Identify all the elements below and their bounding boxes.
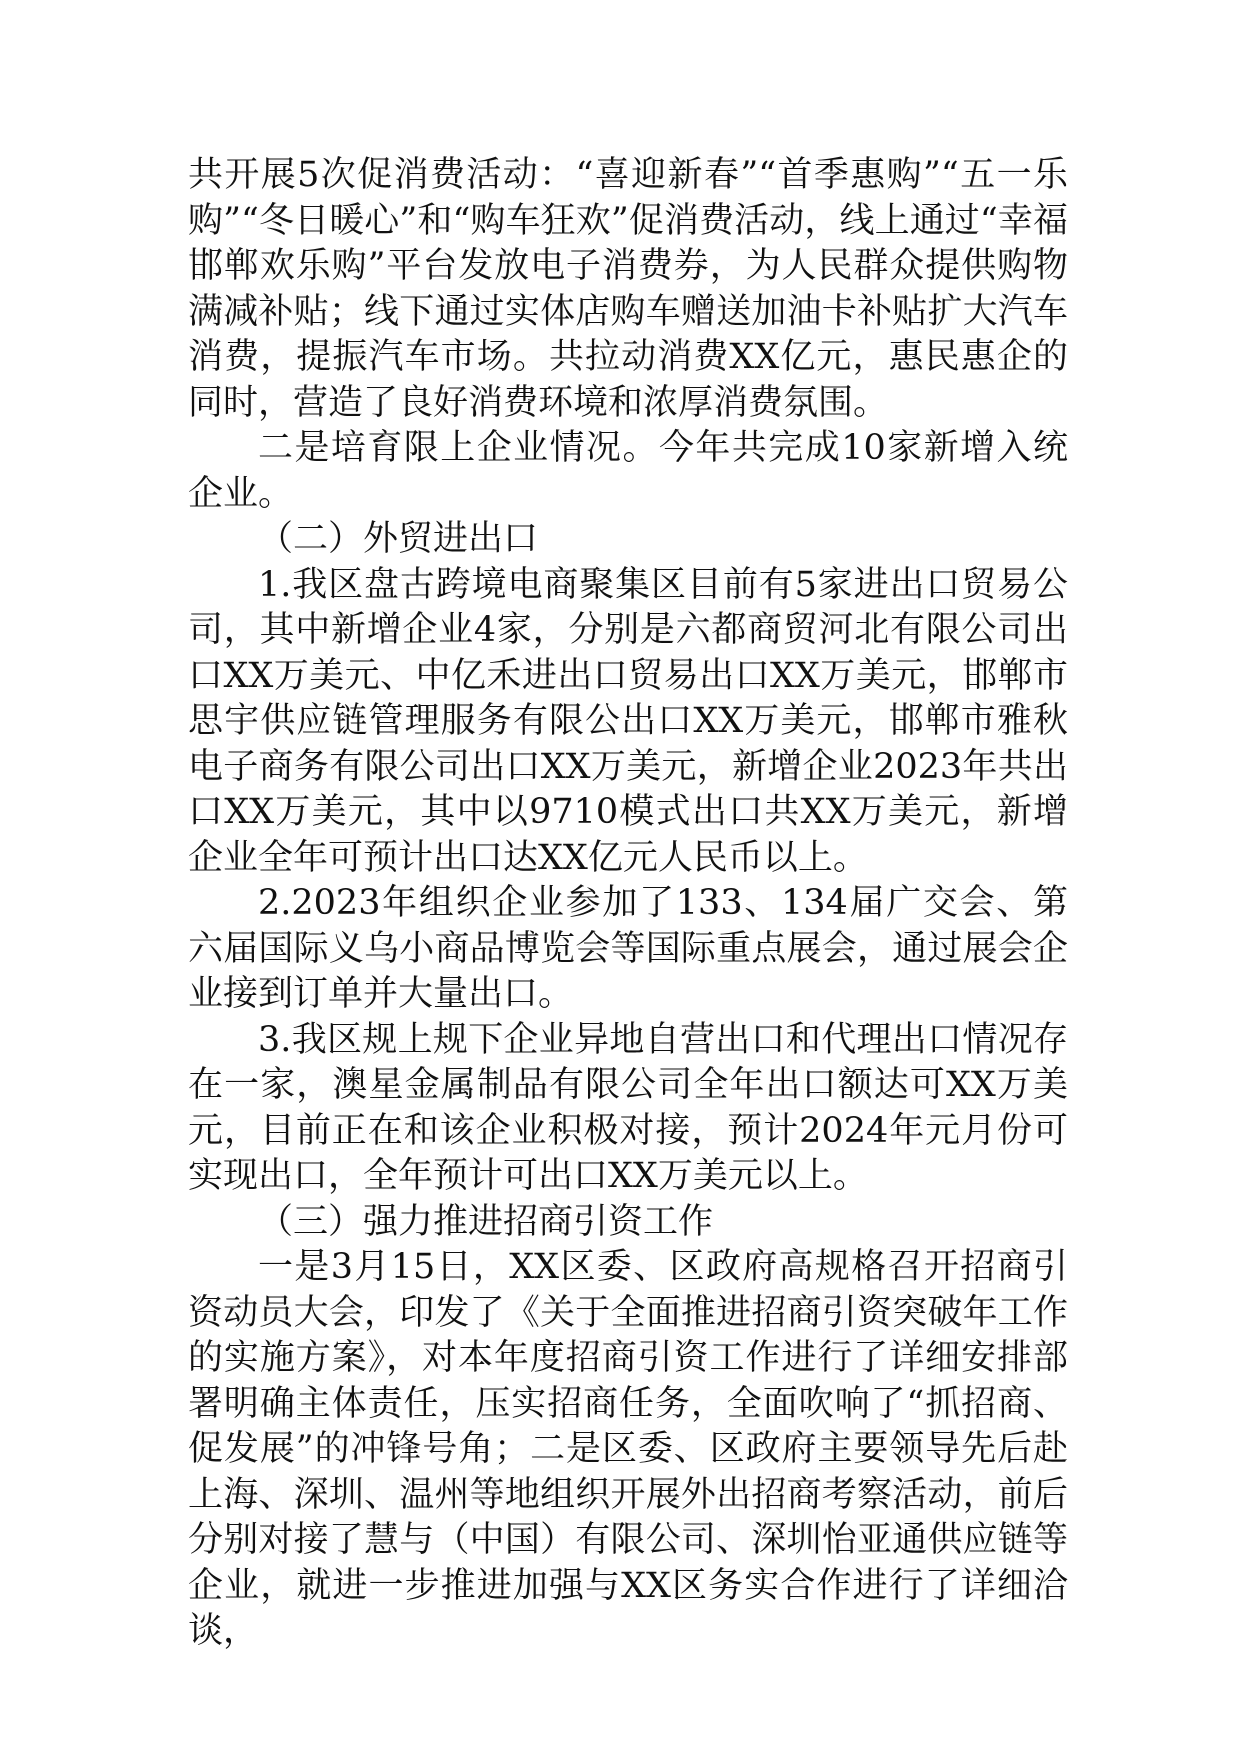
- section-heading-investment: （三）强力推进招商引资工作: [258, 1201, 714, 1242]
- document-body: [188, 153, 1068, 1655]
- paragraph-consumption-activities: 共开展5次促消费活动：“喜迎新春”“首季惠购”“五一乐购”“冬日暖心”和“购车狂欢”促消费活动，线上通过“幸福邯郸欢乐购”平台发放电子消费券，为人民群众提供购物满减补贴；线下通过实体店购车赠送加油卡补贴扩大汽车消费，提振汽车市场。共拉动消费XX亿元，惠民惠企的同时，营造了良好消费环境和浓厚消费氛围。: [188, 155, 1068, 423]
- section-heading-foreign-trade: （二）外贸进出口: [258, 519, 539, 559]
- paragraph-investment: 一是3月15日，XX区委、区政府高规格召开招商引资动员大会，印发了《关于全面推进招商引资突破年工作的实施方案》，对本年度招商引资工作进行了详细安排部署明确主体责任，压实招商任务，全面吹响了“抓招商、促发展”的冲锋号角；二是区委、区政府主要领导先后赴上海、深圳、温州等地组织开展外出招商考察活动，前后分别对接了慧与（中国）有限公司、深圳怡亚通供应链等企业，就进一步推进加强与XX区务实合作进行了详细洽谈，: [188, 1247, 1068, 1651]
- paragraph-trade-item-1: 1.我区盘古跨境电商聚集区目前有5家进出口贸易公司，其中新增企业4家，分别是六都商贸河北有限公司出口XX万美元、中亿禾进出口贸易出口XX万美元，邯郸市思宇供应链管理服务有限公出口XX万美元，邯郸市雅秋电子商务有限公司出口XX万美元，新增企业2023年共出口XX万美元，其中以9710模式出口共XX万美元，新增企业全年可预计出口达XX亿元人民币以上。: [188, 564, 1068, 878]
- paragraph-enterprise-cultivation: 二是培育限上企业情况。今年共完成10家新增入统企业。: [188, 428, 1068, 514]
- paragraph-trade-item-2: 2.2023年组织企业参加了133、134届广交会、第六届国际义乌小商品博览会等国际重点展会，通过展会企业接到订单并大量出口。: [188, 883, 1068, 1014]
- paragraph-trade-item-3: 3.我区规上规下企业异地自营出口和代理出口情况存在一家，澳星金属制品有限公司全年出口额达可XX万美元，目前正在和该企业积极对接，预计2024年元月份可实现出口，全年预计可出口XX万美元以上。: [188, 1019, 1068, 1196]
